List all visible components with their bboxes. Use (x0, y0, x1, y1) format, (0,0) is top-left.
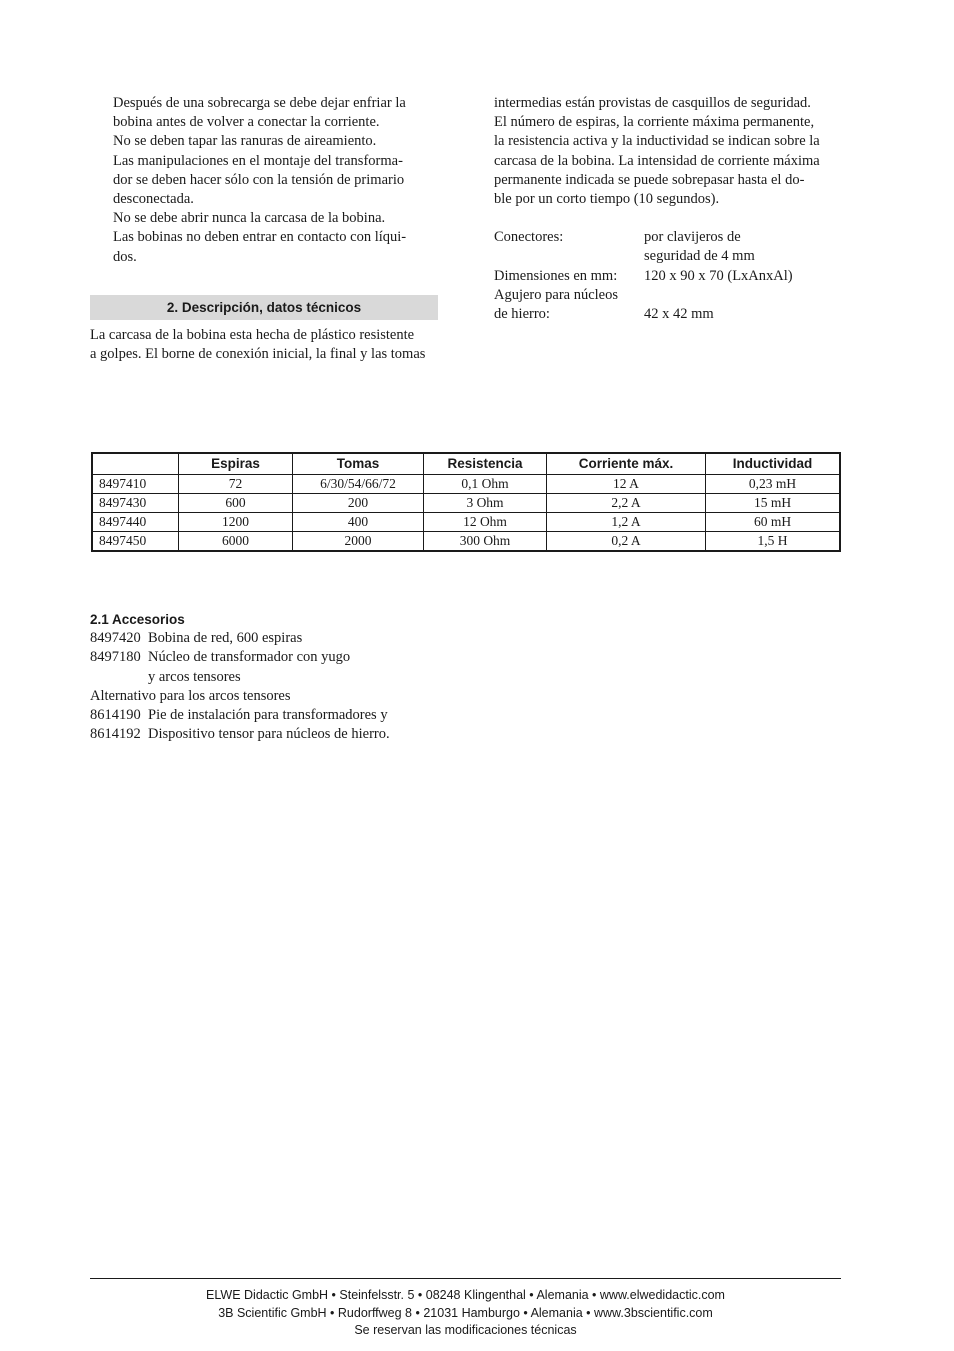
column-header: Resistencia (424, 453, 547, 475)
spec-label (494, 247, 644, 266)
spec-value: por clavijeros de (644, 229, 741, 246)
left-column (90, 94, 438, 364)
spec-label: de hierro: (494, 306, 550, 323)
accessory-text: Bobina de red, 600 espiras (148, 630, 303, 647)
description-line: a golpes. El borne de conexión inicial, la final y las tomas (90, 346, 426, 363)
spec-row (494, 286, 793, 305)
table-cell: 6000 (179, 532, 293, 552)
footer-line-elwe: ELWE Didactic GmbH • Steinfelsstr. 5 • 08248 Klingenthal • Alemania • www.elwedidactic.com (206, 1288, 725, 1302)
accessory-item (90, 629, 490, 648)
spec-value (644, 286, 793, 305)
accessory-note (90, 687, 490, 706)
description-start (90, 326, 438, 364)
accessories-title: 2.1 Accesorios (90, 612, 185, 627)
description-line: ble por un corto tiempo (10 segundos). (494, 191, 720, 208)
table-row (92, 513, 840, 532)
description-line: permanente indicada se puede sobrepasar hasta el do- (494, 171, 805, 188)
description-line: intermedias están provistas de casquillos de seguridad. (494, 95, 811, 111)
table-cell: 12 A (547, 475, 706, 494)
accessory-text: y arcos tensores (148, 668, 241, 685)
spec-value: 120 x 90 x 70 (LxAnxAl) (644, 267, 793, 284)
accessory-item (90, 725, 490, 744)
accessory-code: 8497420 (90, 630, 141, 647)
table-cell: 3 Ohm (424, 494, 547, 513)
footer-line-3b: 3B Scientific GmbH • Rudorffweg 8 • 21031 Hamburgo • Alemania • www.3bscientific.com (218, 1305, 713, 1320)
table-cell: 72 (179, 475, 293, 494)
spec-row (494, 305, 793, 324)
accessory-text: Dispositivo tensor para núcleos de hierro. (148, 726, 390, 743)
warning-line: dor se deben hacer sólo con la tensión de primario (113, 171, 405, 188)
table-cell: 15 mH (706, 494, 841, 513)
spec-row (494, 228, 793, 247)
table-cell: 300 Ohm (424, 532, 547, 552)
accessory-text: Núcleo de transformador con yugo (148, 649, 351, 666)
warning-line: bobina antes de volver a conectar la corriente. (113, 114, 380, 131)
column-header: Tomas (293, 453, 424, 475)
warning-line: Después de una sobrecarga se debe dejar enfriar la (113, 95, 406, 111)
column-header: Espiras (179, 453, 293, 475)
table-cell: 8497440 (92, 513, 179, 532)
table-row (92, 494, 840, 513)
accessory-code (90, 668, 148, 687)
column-header: Inductividad (706, 453, 841, 475)
accessory-text: Pie de instalación para transformadores y (148, 707, 388, 724)
footer-line-notice: Se reservan las modificaciones técnicas (354, 1323, 577, 1337)
table-cell: 1,5 H (706, 532, 841, 552)
description-line: La carcasa de la bobina esta hecha de plástico resistente (90, 326, 415, 343)
coil-data-table (91, 452, 841, 552)
warning-line: Las manipulaciones en el montaje del transforma- (113, 152, 403, 169)
table-cell: 400 (293, 513, 424, 532)
table-cell: 8497430 (92, 494, 179, 513)
warning-line: No se deben tapar las ranuras de aireamiento. (113, 133, 377, 150)
accessory-note-text: Alternativo para los arcos tensores (90, 687, 291, 704)
table-cell: 0,1 Ohm (424, 475, 547, 494)
accessory-code: 8497180 (90, 649, 141, 666)
accessory-code: 8614190 (90, 707, 141, 724)
right-column (494, 94, 844, 324)
table-cell: 200 (293, 494, 424, 513)
accessory-item (90, 648, 490, 667)
accessory-item (90, 668, 490, 687)
accessory-code: 8614192 (90, 726, 141, 743)
warning-line: desconectada. (113, 191, 194, 208)
description-line: El número de espiras, la corriente máxima permanente, (494, 114, 815, 131)
spec-list (494, 228, 793, 324)
table-cell: 12 Ohm (424, 513, 547, 532)
table-cell: 8497410 (92, 475, 179, 494)
column-header (92, 453, 179, 475)
description-continued (494, 94, 844, 209)
column-header: Corriente máx. (547, 453, 706, 475)
accessories-section (90, 610, 490, 744)
table-cell: 1,2 A (547, 513, 706, 532)
spec-value: seguridad de 4 mm (644, 248, 755, 265)
accessory-item (90, 706, 490, 725)
warning-line: No se debe abrir nunca la carcasa de la bobina. (113, 210, 386, 227)
table-cell: 0,23 mH (706, 475, 841, 494)
table-cell: 8497450 (92, 532, 179, 552)
spec-value: 42 x 42 mm (644, 306, 714, 323)
warning-line: Las bobinas no deben entrar en contacto con líqui- (113, 229, 407, 246)
footer-divider (90, 1278, 841, 1279)
table-cell: 600 (179, 494, 293, 513)
footer (90, 1287, 841, 1340)
table-header-row (92, 453, 840, 475)
table-cell: 1200 (179, 513, 293, 532)
description-line: carcasa de la bobina. La intensidad de corriente máxima (494, 152, 820, 169)
description-line: la resistencia activa y la inductividad se indican sobre la (494, 133, 820, 150)
section-heading: 2. Descripción, datos técnicos (90, 295, 438, 320)
spec-row (494, 247, 793, 266)
table-cell: 2,2 A (547, 494, 706, 513)
table-row (92, 475, 840, 494)
table-cell: 60 mH (706, 513, 841, 532)
table-cell: 2000 (293, 532, 424, 552)
spec-label: Agujero para núcleos (494, 286, 619, 303)
table-cell: 6/30/54/66/72 (293, 475, 424, 494)
table-row (92, 532, 840, 552)
table-cell: 0,2 A (547, 532, 706, 552)
spec-label: Dimensiones en mm: (494, 267, 618, 284)
warning-line: dos. (113, 248, 137, 265)
spec-row (494, 267, 793, 286)
warning-notes (90, 94, 438, 267)
spec-label: Conectores: (494, 229, 564, 246)
